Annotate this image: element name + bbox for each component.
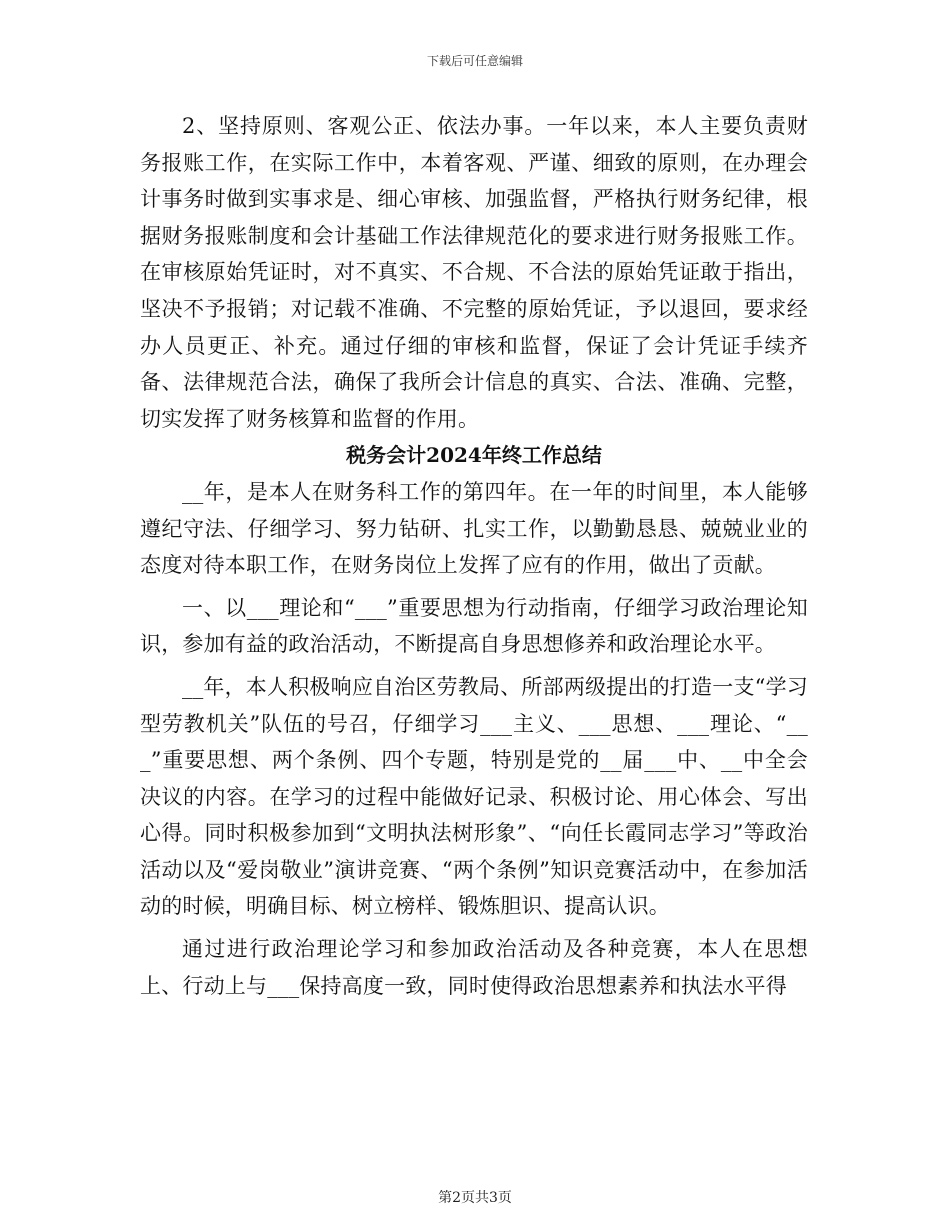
paragraph-conclusion: 通过进行政治理论学习和参加政治活动及各种竞赛，本人在思想上、行动上与___保持高度一致，同时使得政治思想素养和执法水平得 [140,937,808,998]
paragraph-study: __年，本人积极响应自治区劳教局、所部两级提出的打造一支“学习型劳教机关”队伍的号召，仔细学习___主义、___思想、___理论、“___”重要思想、两个条例、四个专题，特别是党的__届___中、__中全会决议的内容。在学习的过程中能做好记录、积极讨论、用心体会、写出心得。同时积极参加到“文明执法树形象”、“向任长霞同志学习”等政治活动以及“爱岗敬业”演讲竞赛、“两个条例”知识竞赛活动中，在参加活动的时候，明确目标、树立榜样、锻炼胆识、提高认识。 [140,674,808,919]
section-title: 税务会计2024年终工作总结 [346,443,602,468]
header-note: 下载后可任意编辑 [426,54,523,68]
document-body [140,108,808,1004]
page-number: 第2页共3页 [438,1190,512,1206]
paragraph-section-one: 一、以___理论和“___”重要思想为行动指南，仔细学习政治理论知识，参加有益的政治活动，不断提高自身思想修养和政治理论水平。 [140,595,808,657]
paragraph-principles: 2、坚持原则、客观公正、依法办事。一年以来，本人主要负责财务报账工作，在实际工作中，本着客观、严谨、细致的原则，在办理会计事务时做到实事求是、细心审核、加强监督，严格执行财务纪律，根据财务报账制度和会计基础工作法律规范化的要求进行财务报账工作。在审核原始凭证时，对不真实、不合规、不合法的原始凭证敢于指出，坚决不予报销；对记载不准确、不完整的原始凭证，予以退回，要求经办人员更正、补充。通过仔细的审核和监督，保证了会计凭证手续齐备、法律规范合法，确保了我所会计信息的真实、合法、准确、完整，切实发挥了财务核算和监督的作用。 [140,114,808,431]
paragraph-intro: __年，是本人在财务科工作的第四年。在一年的时间里，本人能够遵纪守法、仔细学习、努力钻研、扎实工作，以勤勤恳恳、兢兢业业的态度对待本职工作，在财务岗位上发挥了应有的作用，做出了贡献。 [140,479,808,578]
